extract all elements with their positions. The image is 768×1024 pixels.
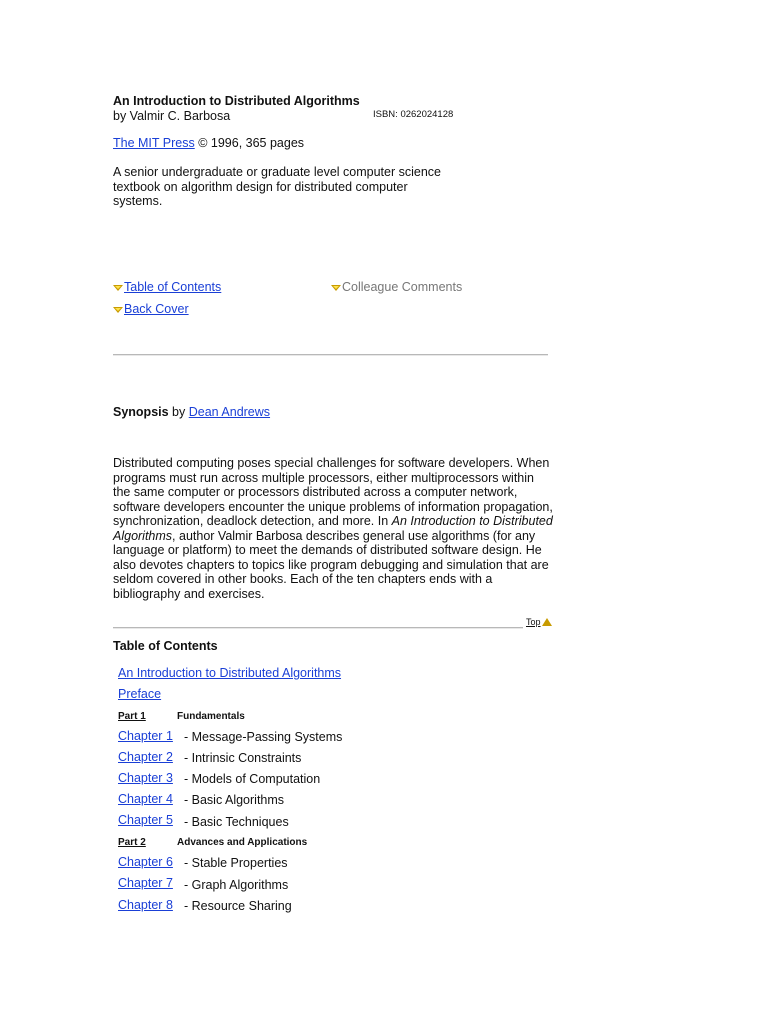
publisher-line bbox=[113, 136, 304, 150]
chapter-8-link[interactable]: Chapter 8 bbox=[118, 898, 173, 912]
nav-back-cover-link[interactable]: Back Cover bbox=[124, 302, 189, 316]
toc-heading: Table of Contents bbox=[113, 639, 218, 653]
triangle-down-icon bbox=[331, 285, 341, 291]
triangle-down-icon bbox=[113, 307, 123, 313]
chapter-7-link[interactable]: Chapter 7 bbox=[118, 876, 173, 890]
part-2-label: Part 2 bbox=[118, 837, 146, 848]
chapter-2-link[interactable]: Chapter 2 bbox=[118, 750, 173, 764]
chapter-3-link[interactable]: Chapter 3 bbox=[118, 771, 173, 785]
arrow-up-icon bbox=[542, 618, 552, 626]
chapter-4-title: - Basic Algorithms bbox=[184, 793, 285, 807]
chapter-7-title: - Graph Algorithms bbox=[184, 878, 289, 892]
part-1-label: Part 1 bbox=[118, 711, 146, 722]
top-label: Top bbox=[526, 617, 541, 627]
chapter-4-link[interactable]: Chapter 4 bbox=[118, 792, 173, 806]
isbn: ISBN: 0262024128 bbox=[373, 109, 454, 120]
divider bbox=[113, 354, 548, 356]
chapter-5-link[interactable]: Chapter 5 bbox=[118, 813, 173, 827]
publisher-link[interactable]: The MIT Press bbox=[113, 136, 195, 150]
chapter-5-title: - Basic Techniques bbox=[184, 815, 289, 829]
synopsis-label: Synopsis bbox=[113, 405, 169, 419]
pub-info: © 1996, 365 pages bbox=[194, 136, 305, 150]
toc-intro-link[interactable]: An Introduction to Distributed Algorithms bbox=[118, 666, 342, 680]
nav-back-cover[interactable] bbox=[113, 302, 189, 316]
chapter-6-title: - Stable Properties bbox=[184, 856, 288, 870]
chapter-3-title: - Models of Computation bbox=[184, 772, 321, 786]
synopsis-text: Distributed computing poses special challenges for software developers. When programs must run across multiple processors, either multiprocessors within the same computer or processors distributed across a computer network, software developers encounter the unique problems of information propagation, synchronization, deadlock detection, and more. In bbox=[113, 456, 553, 528]
chapter-6-link[interactable]: Chapter 6 bbox=[118, 855, 173, 869]
nav-colleague-label: Colleague Comments bbox=[342, 280, 463, 294]
book-title: An Introduction to Distributed Algorithms bbox=[113, 94, 360, 108]
toc-preface-link[interactable]: Preface bbox=[118, 687, 162, 701]
chapter-1-title: - Message-Passing Systems bbox=[184, 730, 343, 744]
top-link[interactable] bbox=[526, 617, 552, 627]
chapter-2-title: - Intrinsic Constraints bbox=[184, 751, 302, 765]
triangle-down-icon bbox=[113, 285, 123, 291]
chapter-8-title: - Resource Sharing bbox=[184, 899, 292, 913]
synopsis-book-title: An Introduction to Distributed Algorithms bbox=[113, 514, 553, 543]
divider bbox=[113, 627, 523, 629]
book-description: A senior undergraduate or graduate level computer science textbook on algorithm design for distributed computer systems. bbox=[113, 165, 441, 208]
synopsis-text-cont: , author Valmir Barbosa describes general use algorithms (for any language or platform) to meet the demands of distributed software design. He also devotes chapters to topics like program debugging and simulation that are seldom covered in other books. Each of the ten chapters ends with a bibliography and exercises. bbox=[113, 528, 549, 601]
part-2-name: Advances and Applications bbox=[177, 837, 308, 848]
synopsis-body bbox=[113, 456, 553, 601]
nav-table-of-contents[interactable] bbox=[113, 280, 221, 294]
nav-colleague-comments[interactable] bbox=[331, 280, 462, 294]
nav-toc-link[interactable]: Table of Contents bbox=[124, 280, 222, 294]
chapter-1-link[interactable]: Chapter 1 bbox=[118, 729, 173, 743]
reviewer-link[interactable]: Dean Andrews bbox=[188, 405, 271, 419]
part-1-name: Fundamentals bbox=[177, 711, 245, 722]
synopsis-heading bbox=[113, 405, 270, 419]
synopsis-by: by bbox=[168, 405, 189, 419]
book-author: by Valmir C. Barbosa bbox=[113, 109, 231, 123]
